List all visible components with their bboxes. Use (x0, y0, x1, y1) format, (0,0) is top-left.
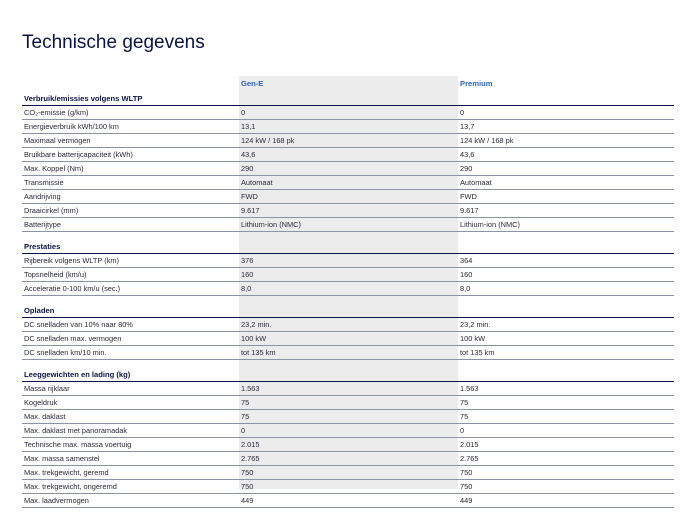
spec-value-gen-e: 0 (241, 108, 246, 117)
spec-value-premium: 124 kW / 168 pk (460, 136, 514, 145)
spec-row (22, 162, 674, 176)
spec-value-gen-e: 124 kW / 168 pk (241, 136, 295, 145)
spec-row (22, 332, 674, 346)
spec-row (22, 396, 674, 410)
spec-value-premium: 100 kW (460, 334, 486, 343)
spec-value-gen-e: Automaat (241, 178, 273, 187)
spec-value-premium: Lithium-ion (NMC) (460, 220, 520, 229)
spec-value-gen-e: tot 135 km (241, 348, 276, 357)
spec-value-gen-e: 75 (241, 398, 250, 407)
spec-row (22, 190, 674, 204)
spec-value-gen-e: 43,6 (241, 150, 256, 159)
spec-value-gen-e: 2.015 (241, 440, 260, 449)
column-header-premium: Premium (460, 79, 493, 88)
spec-label: Batterijtype (24, 220, 61, 229)
spec-value-premium: 0 (460, 108, 465, 117)
spec-label: Rijbereik volgens WLTP (km) (24, 256, 120, 265)
spec-value-premium: 364 (460, 256, 473, 265)
spec-row (22, 410, 674, 424)
spec-row (22, 176, 674, 190)
spec-row (22, 120, 674, 134)
spec-row (22, 134, 674, 148)
spec-value-gen-e: 100 kW (241, 334, 267, 343)
spec-value-premium: 750 (460, 468, 473, 477)
column-header-row (22, 76, 674, 92)
spec-value-gen-e: 9.617 (241, 206, 260, 215)
spec-row (22, 480, 674, 494)
spec-rows (22, 76, 674, 508)
spec-row (22, 204, 674, 218)
spec-value-premium: 449 (460, 496, 473, 505)
spec-row (22, 494, 674, 508)
spec-value-premium: 750 (460, 482, 473, 491)
spec-value-gen-e: 8,0 (241, 284, 252, 293)
spec-label: DC snelladen max. vermogen (24, 334, 122, 343)
section-spacer (22, 232, 674, 240)
spec-value-premium: 43,6 (460, 150, 475, 159)
section-heading: Opladen (22, 304, 674, 318)
spec-row (22, 346, 674, 360)
spec-row (22, 148, 674, 162)
spec-label: DC snelladen km/10 min. (24, 348, 107, 357)
spec-row (22, 282, 674, 296)
section-heading: Verbruik/emissies volgens WLTP (22, 92, 674, 106)
spec-row (22, 438, 674, 452)
spec-label: Maximaal vermogen (24, 136, 91, 145)
spec-row (22, 382, 674, 396)
spec-value-premium: tot 135 km (460, 348, 495, 357)
spec-label: Energieverbruik kWh/100 km (24, 122, 119, 131)
spec-value-premium: 75 (460, 398, 469, 407)
spec-value-premium: 23,2 min. (460, 320, 491, 329)
spec-value-premium: 2.015 (460, 440, 479, 449)
spec-label: Max. trekgewicht, ongeremd (24, 482, 117, 491)
column-header-spacer (22, 76, 239, 92)
section-spacer (22, 296, 674, 304)
spec-row (22, 218, 674, 232)
section-heading: Leeggewichten en lading (kg) (22, 368, 674, 382)
spec-row (22, 452, 674, 466)
spec-value-premium: 1.563 (460, 384, 479, 393)
column-header-gen-e: Gen-E (241, 79, 264, 88)
spec-value-gen-e: 2.765 (241, 454, 260, 463)
spec-value-gen-e: 750 (241, 468, 254, 477)
spec-label: Max. massa samenstel (24, 454, 100, 463)
spec-label: DC snelladen van 10% naar 80% (24, 320, 133, 329)
spec-label: Max. trekgewicht, geremd (24, 468, 109, 477)
spec-row (22, 268, 674, 282)
spec-row (22, 424, 674, 438)
spec-value-gen-e: 0 (241, 426, 246, 435)
spec-label: Aandrijving (24, 192, 61, 201)
spec-value-premium: 160 (460, 270, 473, 279)
spec-value-gen-e: 75 (241, 412, 250, 421)
spec-value-premium: FWD (460, 192, 477, 201)
spec-row (22, 254, 674, 268)
page-title: Technische gegevens (22, 32, 205, 53)
spec-label: Massa rijklaar (24, 384, 70, 393)
spec-value-gen-e: 13,1 (241, 122, 256, 131)
spec-value-gen-e: Lithium-ion (NMC) (241, 220, 301, 229)
spec-label: Topsnelheid (km/u) (24, 270, 87, 279)
spec-value-premium: 8,0 (460, 284, 471, 293)
spec-label: Transmissie (24, 178, 64, 187)
spec-value-premium: 9.617 (460, 206, 479, 215)
spec-label: Max. laadvermogen (24, 496, 89, 505)
spec-value-gen-e: 160 (241, 270, 254, 279)
spec-row (22, 318, 674, 332)
spec-value-gen-e: FWD (241, 192, 258, 201)
spec-label: Kogeldruk (24, 398, 58, 407)
spec-label: Technische max. massa voertuig (24, 440, 132, 449)
spec-label: Max. daklast (24, 412, 66, 421)
spec-value-gen-e: 1.563 (241, 384, 260, 393)
spec-label: Draaicirkel (mm) (24, 206, 79, 215)
spec-value-gen-e: 449 (241, 496, 254, 505)
spec-value-premium: 0 (460, 426, 465, 435)
spec-value-gen-e: 376 (241, 256, 254, 265)
spec-value-premium: Automaat (460, 178, 492, 187)
spec-value-gen-e: 290 (241, 164, 254, 173)
spec-label: Max. Koppel (Nm) (24, 164, 84, 173)
section-spacer (22, 360, 674, 368)
spec-table (22, 76, 674, 508)
spec-row (22, 466, 674, 480)
spec-value-premium: 13,7 (460, 122, 475, 131)
spec-value-premium: 2.765 (460, 454, 479, 463)
spec-value-gen-e: 23,2 min. (241, 320, 272, 329)
spec-row (22, 106, 674, 120)
spec-label: Bruikbare batterijcapaciteit (kWh) (24, 150, 133, 159)
spec-label: Max. daklast met panoramadak (24, 426, 128, 435)
spec-value-premium: 75 (460, 412, 469, 421)
spec-label: Acceleratie 0-100 km/u (sec.) (24, 284, 121, 293)
section-heading: Prestaties (22, 240, 674, 254)
spec-label: CO₂-emissie (g/km) (24, 108, 89, 117)
spec-value-premium: 290 (460, 164, 473, 173)
spec-value-gen-e: 750 (241, 482, 254, 491)
